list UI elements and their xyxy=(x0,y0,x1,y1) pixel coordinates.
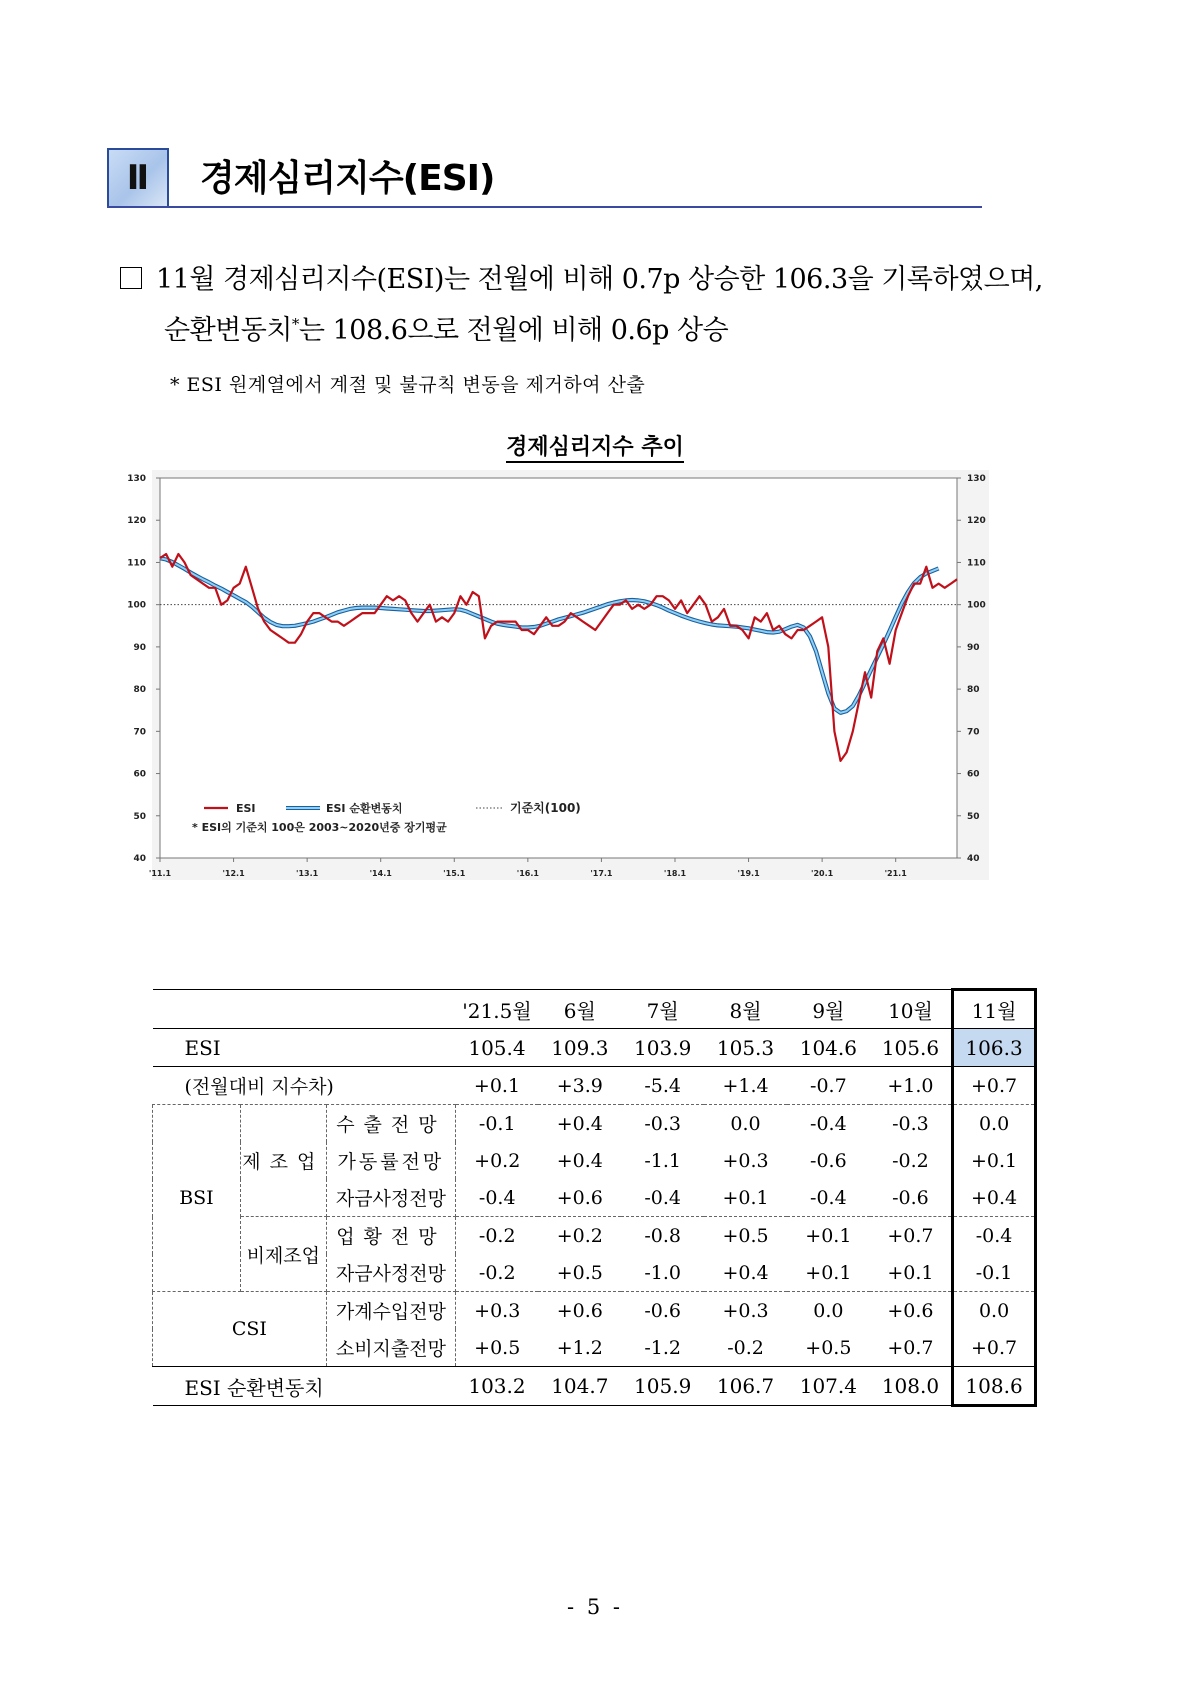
y-tick-label-right: 60 xyxy=(967,769,980,780)
table-cell: +1.0 xyxy=(870,1067,953,1105)
summary-line-2-b: 는 108.6으로 전월에 비해 0.6p 상승 xyxy=(298,315,729,346)
table-cell: +0.3 xyxy=(474,1299,521,1322)
table-row xyxy=(153,1217,1036,1255)
esi-line-chart xyxy=(120,462,1070,962)
y-tick-label-right: 80 xyxy=(967,685,980,696)
table-row xyxy=(153,1292,1036,1330)
y-tick-label-right: 110 xyxy=(967,558,986,569)
row-label: ESI xyxy=(153,1029,456,1067)
table-cell: -0.4 xyxy=(787,1179,870,1217)
table-cell: 105.9 xyxy=(621,1367,704,1406)
table-cell: -0.4 xyxy=(953,1217,1036,1255)
table-cell: -1.1 xyxy=(644,1149,681,1172)
table-cell: 0.0 xyxy=(730,1112,761,1135)
summary-line-2-a: 순환변동치 xyxy=(164,315,292,346)
legend-baseline-label: 기준치(100) xyxy=(510,801,581,815)
csi-group-label: CSI xyxy=(153,1292,327,1367)
table-cell: 105.3 xyxy=(704,1029,787,1067)
y-tick-label-left: 80 xyxy=(133,685,146,696)
summary-line-1 xyxy=(120,258,1100,302)
table-cell: +0.2 xyxy=(556,1224,603,1247)
table-cell: -0.3 xyxy=(892,1112,929,1135)
table-cell: +0.1 xyxy=(787,1254,870,1292)
table-row xyxy=(153,1105,1036,1143)
row-label: 업황전망 xyxy=(326,1217,455,1255)
table-cell: +0.5 xyxy=(805,1336,852,1359)
table-cell: +0.1 xyxy=(953,1142,1036,1179)
bsi-group-label: BSI xyxy=(153,1105,241,1292)
row-label: 자금사정전망 xyxy=(326,1179,455,1217)
table-cell: 103.2 xyxy=(456,1367,539,1406)
x-tick-label: '17.1 xyxy=(590,869,613,878)
section-title: 경제심리지수(ESI) xyxy=(200,158,495,199)
section-underline xyxy=(107,206,982,208)
table-cell: +0.7 xyxy=(887,1224,934,1247)
table-cell: +0.4 xyxy=(704,1254,787,1292)
table-cell: -5.4 xyxy=(621,1067,704,1105)
table-cell: -0.6 xyxy=(870,1179,953,1217)
table-cell: -0.2 xyxy=(456,1254,539,1292)
table-cell: +0.4 xyxy=(953,1179,1036,1217)
table-cell: -1.2 xyxy=(644,1336,681,1359)
table-cell: 108.0 xyxy=(870,1367,953,1406)
y-tick-label-right: 130 xyxy=(967,474,986,484)
table-cell: +0.1 xyxy=(704,1179,787,1217)
legend-cycle-label: ESI 순환변동치 xyxy=(326,802,403,815)
summary-paragraph xyxy=(120,258,1100,353)
table-cell: +0.7 xyxy=(953,1067,1036,1105)
table-cell: 108.6 xyxy=(953,1367,1036,1406)
table-cell: 105.4 xyxy=(456,1029,539,1067)
table-cell: -1.0 xyxy=(621,1254,704,1292)
column-header: 7월 xyxy=(621,990,704,1029)
table-cell: +0.1 xyxy=(805,1224,852,1247)
table-row-diff xyxy=(153,1067,1036,1105)
y-tick-label-right: 90 xyxy=(967,642,980,653)
table-cell: +0.3 xyxy=(722,1299,769,1322)
table-cell: +1.4 xyxy=(704,1067,787,1105)
table-cell: -0.4 xyxy=(621,1179,704,1217)
table-cell: -0.1 xyxy=(953,1254,1036,1292)
table-cell: 104.7 xyxy=(538,1367,621,1406)
table-cell: -0.4 xyxy=(456,1179,539,1217)
table-cell: +0.6 xyxy=(887,1299,934,1322)
section-number: Ⅱ xyxy=(126,158,150,198)
column-header: 8월 xyxy=(704,990,787,1029)
table-cell: -0.7 xyxy=(787,1067,870,1105)
summary-line-1-text: 11월 경제심리지수(ESI)는 전월에 비해 0.7p 상승한 106.3을 기록하였으며, xyxy=(156,264,1043,295)
y-tick-label-left: 110 xyxy=(127,558,146,569)
table-cell: 107.4 xyxy=(787,1367,870,1406)
column-header: 10월 xyxy=(870,990,953,1029)
table-cell: -0.1 xyxy=(478,1112,516,1135)
summary-line-2 xyxy=(120,302,1100,353)
row-label: (전월대비 지수차) xyxy=(153,1067,456,1105)
chart-title-text: 경제심리지수 추이 xyxy=(506,435,684,463)
table-cell: -0.2 xyxy=(892,1149,929,1172)
table-cell: +0.2 xyxy=(474,1149,521,1172)
manufacturing-label: 제조업 xyxy=(240,1105,326,1217)
y-tick-label-left: 120 xyxy=(127,516,146,527)
y-tick-label-right: 40 xyxy=(967,854,980,864)
table-cell: 0.0 xyxy=(953,1292,1036,1330)
y-tick-label-left: 130 xyxy=(127,474,146,484)
table-cell: 0.0 xyxy=(813,1299,844,1322)
column-header: 9월 xyxy=(787,990,870,1029)
y-tick-label-right: 50 xyxy=(967,811,980,822)
table-cell: +0.5 xyxy=(474,1336,521,1359)
y-tick-label-right: 120 xyxy=(967,516,986,527)
table-cell: +0.3 xyxy=(722,1149,769,1172)
table-header-row xyxy=(153,990,1036,1029)
footnote-marker: * xyxy=(291,315,299,333)
y-tick-label-right: 100 xyxy=(967,600,986,611)
x-tick-label: '20.1 xyxy=(811,869,834,878)
table-row-cycle xyxy=(153,1367,1036,1406)
esi-table xyxy=(152,988,1037,1407)
page-number: - 5 - xyxy=(567,1595,623,1619)
footnote: * ESI 원계열에서 계절 및 불규칙 변동을 제거하여 산출 xyxy=(170,374,646,396)
x-tick-label: '15.1 xyxy=(443,869,466,878)
table-cell: -0.4 xyxy=(810,1112,847,1135)
x-tick-label: '16.1 xyxy=(516,869,539,878)
row-label: 자금사정전망 xyxy=(326,1254,455,1292)
checkbox-bullet-icon xyxy=(120,267,142,289)
x-tick-label: '12.1 xyxy=(222,869,245,878)
y-tick-label-left: 70 xyxy=(133,727,146,738)
table-cell: +0.5 xyxy=(538,1254,621,1292)
x-tick-label: '13.1 xyxy=(296,869,319,878)
row-label: 가동률전망 xyxy=(326,1142,455,1179)
row-label: 소비지출전망 xyxy=(326,1329,455,1367)
table-cell: +0.4 xyxy=(556,1149,603,1172)
table-cell: 103.9 xyxy=(621,1029,704,1067)
legend-note: * ESI의 기준치 100은 2003~2020년중 장기평균 xyxy=(192,821,447,834)
x-tick-label: '11.1 xyxy=(148,869,172,878)
table-cell: +0.1 xyxy=(456,1067,539,1105)
table-cell: +1.2 xyxy=(556,1336,603,1359)
x-tick-label: '21.1 xyxy=(884,869,907,878)
x-tick-label: '19.1 xyxy=(737,869,760,878)
column-header-current: 11월 xyxy=(953,990,1036,1029)
row-label: 가계수입전망 xyxy=(326,1292,455,1330)
table-row-esi xyxy=(153,1029,1036,1067)
table-cell: 106.7 xyxy=(704,1367,787,1406)
row-label: 수출전망 xyxy=(326,1105,455,1143)
table-cell: -0.6 xyxy=(810,1149,847,1172)
header-empty-cell xyxy=(153,990,456,1029)
table-cell: 0.0 xyxy=(953,1105,1036,1143)
table-cell: +0.6 xyxy=(538,1179,621,1217)
table-cell: +0.4 xyxy=(556,1112,603,1135)
table-cell: 104.6 xyxy=(787,1029,870,1067)
table-cell: +0.6 xyxy=(556,1299,603,1322)
legend-esi-label: ESI xyxy=(236,802,256,815)
y-tick-label-left: 50 xyxy=(133,811,146,822)
table-cell: -0.2 xyxy=(727,1336,764,1359)
section-number-box xyxy=(107,148,169,208)
table-cell: -0.8 xyxy=(644,1224,681,1247)
x-tick-label: '14.1 xyxy=(369,869,392,878)
y-tick-label-left: 90 xyxy=(133,642,146,653)
y-tick-label-left: 60 xyxy=(133,769,146,780)
table-cell: +0.1 xyxy=(870,1254,953,1292)
row-label: ESI 순환변동치 xyxy=(153,1367,456,1406)
y-tick-label-left: 40 xyxy=(133,854,146,864)
y-tick-label-right: 70 xyxy=(967,727,980,738)
y-tick-label-left: 100 xyxy=(127,600,146,611)
x-tick-label: '18.1 xyxy=(663,869,687,878)
table-cell: -0.3 xyxy=(644,1112,681,1135)
column-header: 6월 xyxy=(538,990,621,1029)
table-cell: +3.9 xyxy=(538,1067,621,1105)
table-cell: +0.7 xyxy=(953,1329,1036,1367)
chart-title xyxy=(0,430,1190,461)
non-manufacturing-label: 비제조업 xyxy=(240,1217,326,1292)
table-cell-highlight: 106.3 xyxy=(953,1029,1036,1067)
column-header: '21.5월 xyxy=(456,990,539,1029)
table-cell: +0.5 xyxy=(722,1224,769,1247)
table-cell: -0.6 xyxy=(644,1299,681,1322)
table-cell: +0.7 xyxy=(887,1336,934,1359)
table-cell: 109.3 xyxy=(538,1029,621,1067)
table-cell: 105.6 xyxy=(870,1029,953,1067)
table-cell: -0.2 xyxy=(478,1224,516,1247)
